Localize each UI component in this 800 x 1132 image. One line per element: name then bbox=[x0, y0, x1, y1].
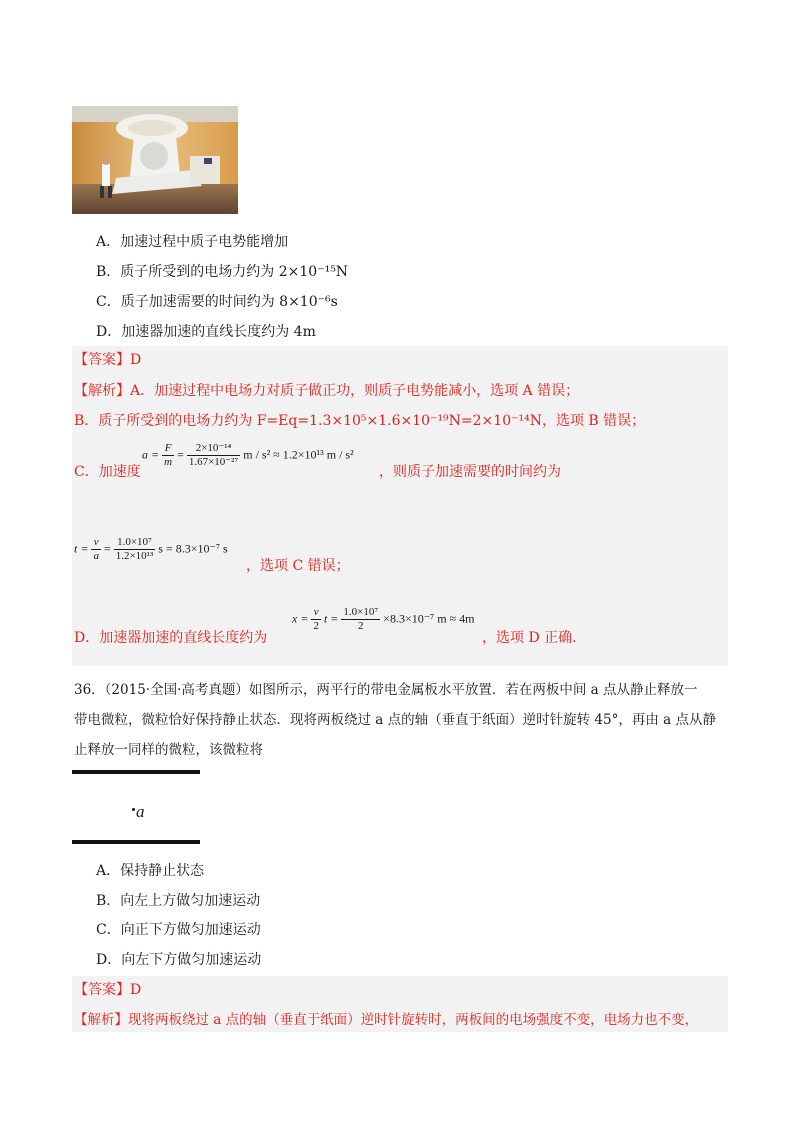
q36-stem-line3: 止释放一同样的微粒，该微粒将 bbox=[74, 742, 263, 758]
q35-analysis-a bbox=[74, 381, 579, 401]
formula-a-rest: m / s² ≈ 1.2×10¹³ m / s² bbox=[243, 447, 354, 462]
formula-a-frac2-den: 1.67×10⁻²⁷ bbox=[188, 456, 239, 468]
q36-stem-line2: 带电微粒，微粒恰好保持静止状态．现将两板绕过 a 点的轴（垂直于纸面）逆时针旋转 45°，再由 a 点从静 bbox=[74, 712, 716, 728]
upper-plate bbox=[72, 770, 200, 774]
q35-analysis-d bbox=[74, 606, 714, 652]
lower-plate bbox=[72, 840, 200, 844]
formula-x-lhs: x = bbox=[292, 611, 309, 626]
q36-option-a: A．保持静止状态 bbox=[96, 863, 205, 879]
accelerator-photo-illustration bbox=[72, 106, 238, 214]
formula-a-frac1-num: F bbox=[162, 442, 174, 456]
formula-time bbox=[74, 536, 228, 563]
analysis-a-text: A．加速过程中电场力对质子做正功，则质子电势能减小，选项 A 错误； bbox=[130, 383, 580, 399]
formula-x-frac1 bbox=[311, 606, 321, 633]
formula-a-frac2-num: 2×10⁻¹⁴ bbox=[187, 442, 240, 456]
q35-answer bbox=[74, 350, 141, 370]
analysis-label: 【解析】 bbox=[74, 1012, 128, 1028]
q35-option-c: C．质子加速需要的时间约为 8×10⁻⁶s bbox=[96, 294, 338, 310]
q35-analysis-b: B．质子所受到的电场力约为 F=Eq=1.3×10⁵×1.6×10⁻¹⁹N=2×10⁻¹⁴N，选项 B 错误； bbox=[74, 413, 646, 429]
formula-t-eq: = bbox=[103, 541, 111, 556]
formula-x-mid: t = bbox=[323, 611, 339, 626]
answer-value: D bbox=[130, 982, 142, 998]
formula-a-frac1-den: m bbox=[164, 456, 173, 468]
formula-a-eq: = bbox=[177, 447, 184, 462]
formula-length bbox=[292, 606, 474, 633]
analysis-label: 【解析】 bbox=[74, 383, 130, 399]
formula-t-frac2-num: 1.0×10⁷ bbox=[114, 536, 156, 550]
analysis-c-suffix: ，则质子加速需要的时间约为 bbox=[379, 464, 561, 480]
formula-x-frac2-den: 2 bbox=[358, 620, 364, 632]
formula-x-frac1-den: 2 bbox=[313, 620, 319, 632]
q35-analysis-t bbox=[74, 536, 694, 582]
analysis-t-suffix: ，选项 C 错误； bbox=[246, 558, 350, 574]
q36-option-b: B．向左上方做匀加速运动 bbox=[96, 893, 261, 909]
formula-t-frac1-num: v bbox=[91, 536, 101, 550]
q36-option-d: D．向左下方做匀加速运动 bbox=[96, 952, 262, 968]
q35-option-d: D．加速器加速的直线长度约为 4m bbox=[96, 324, 316, 340]
formula-x-rest: ×8.3×10⁻⁷ m ≈ 4m bbox=[383, 611, 475, 626]
analysis-d-suffix: ，选项 D 正确． bbox=[482, 630, 587, 646]
q35-option-b: B．质子所受到的电场力约为 2×10⁻¹⁵N bbox=[96, 264, 349, 280]
formula-t-frac2-den: 1.2×10¹³ bbox=[115, 550, 154, 562]
analysis-text: 现将两板绕过 a 点的轴（垂直于纸面）逆时针旋转时，两板间的电场强度不变，电场力也不变， bbox=[128, 1012, 699, 1028]
formula-x-frac2-num: 1.0×10⁷ bbox=[343, 606, 379, 618]
point-a-label: a bbox=[136, 802, 145, 821]
formula-t-frac1 bbox=[91, 536, 101, 563]
q36-stem-line1: 36．（2015·全国·高考真题）如图所示，两平行的带电金属板水平放置．若在两板中间 a 点从静止释放一 bbox=[74, 682, 698, 698]
formula-x-frac2 bbox=[341, 606, 380, 633]
formula-a-frac1 bbox=[162, 442, 174, 469]
formula-t-lhs: t = bbox=[74, 541, 89, 556]
analysis-c-prefix: C．加速度 bbox=[74, 464, 141, 480]
formula-a-frac2 bbox=[187, 442, 240, 469]
q36-option-c: C．向正下方做匀加速运动 bbox=[96, 922, 261, 938]
answer-value: D bbox=[130, 352, 142, 368]
point-a-dot bbox=[132, 808, 135, 811]
formula-t-frac1-den: a bbox=[93, 550, 99, 562]
q36-answer bbox=[74, 980, 141, 1000]
formula-t-rest: s = 8.3×10⁻⁷ s bbox=[158, 541, 228, 556]
formula-x-frac1-num: v bbox=[311, 606, 321, 620]
answer-label: 【答案】 bbox=[74, 982, 130, 998]
analysis-d-prefix: D．加速器加速的直线长度约为 bbox=[74, 630, 268, 646]
q35-analysis-c bbox=[74, 440, 694, 490]
accelerator-photo bbox=[72, 106, 238, 214]
formula-acceleration bbox=[142, 442, 354, 469]
answer-label: 【答案】 bbox=[74, 352, 130, 368]
q36-figure bbox=[72, 768, 202, 848]
formula-a-lhs: a = bbox=[142, 447, 160, 462]
q36-analysis bbox=[74, 1010, 698, 1030]
q35-option-a: A．加速过程中质子电势能增加 bbox=[96, 234, 289, 250]
formula-t-frac2 bbox=[114, 536, 156, 563]
